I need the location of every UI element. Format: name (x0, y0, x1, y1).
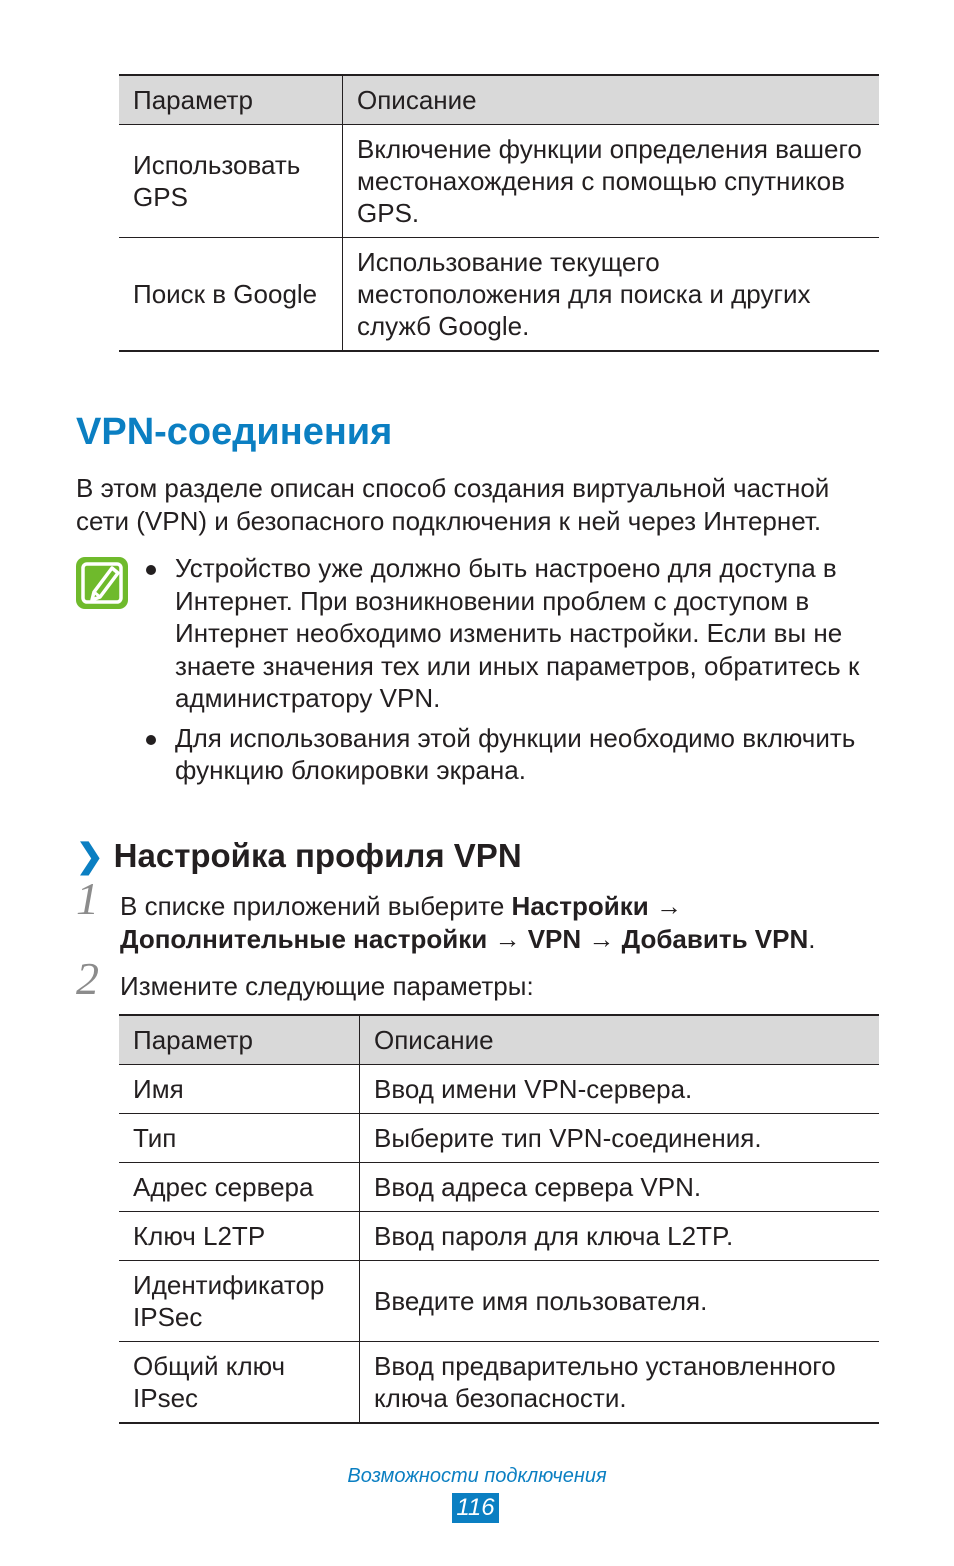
menu-path-settings: Настройки (511, 891, 649, 921)
param-name: Поиск в Google (119, 238, 343, 352)
param-description: Использование текущего местоположения для поиска и других служб Google. (343, 238, 880, 352)
table-row (119, 1114, 879, 1163)
step-text-prefix: В списке приложений выберите (120, 891, 512, 921)
arrow-icon: → (648, 891, 682, 921)
section-intro: В этом разделе описан способ создания виртуальной частной сети (VPN) и безопасного подключения к ней через Интернет. (76, 473, 830, 536)
table-row (119, 1163, 879, 1212)
param-name: Использовать GPS (119, 125, 343, 238)
note-list (140, 552, 880, 794)
column-header: Параметр (119, 75, 343, 125)
param-name: Общий ключ IPsec (119, 1342, 360, 1424)
param-name: Идентификатор IPSec (119, 1261, 360, 1342)
list-item (140, 722, 880, 787)
menu-path-more-settings: Дополнительные настройки (120, 924, 488, 954)
table-row (119, 1065, 879, 1114)
param-description: Введите имя пользователя. (360, 1261, 880, 1342)
step-number: 2 (76, 953, 99, 1004)
param-description: Ввод пароля для ключа L2TP. (360, 1212, 880, 1261)
table-row (119, 1261, 879, 1342)
section-title: VPN-соединения (76, 411, 393, 453)
note-pencil-icon (74, 555, 130, 611)
arrow-icon: → (581, 924, 622, 954)
table-header-row (119, 1015, 879, 1065)
column-header: Параметр (119, 1015, 360, 1065)
note-text: Устройство уже должно быть настроено для доступа в Интернет. При возникновении проблем с доступом в Интернет необходимо изменить настройки. Если вы не знаете значения тех или иных параметров, обратитесь к администратору VPN. (175, 553, 860, 713)
note-text: Для использования этой функции необходимо включить функцию блокировки экрана. (175, 722, 856, 785)
table-header-row (119, 75, 879, 125)
param-name: Тип (119, 1114, 360, 1163)
chapter-footer: Возможности подключения (347, 1465, 607, 1487)
bullet-icon (146, 735, 156, 745)
menu-path-add-vpn: Добавить VPN (621, 924, 809, 954)
page-number: 116 (452, 1493, 499, 1523)
list-item (140, 552, 880, 715)
subsection-title (76, 834, 522, 878)
step-number: 1 (76, 873, 99, 924)
chevron-right-icon: ❯ (76, 837, 104, 874)
param-description: Включение функции определения вашего местонахождения с помощью спутников GPS. (343, 125, 880, 238)
param-description: Ввод адреса сервера VPN. (360, 1163, 880, 1212)
param-description: Ввод имени VPN-сервера. (360, 1065, 880, 1114)
step-text-suffix: . (808, 924, 816, 954)
table-row (119, 238, 879, 352)
step-text (120, 890, 890, 956)
subsection-title-text: Настройка профиля VPN (113, 837, 522, 874)
step-text: Измените следующие параметры: (120, 971, 534, 1001)
column-header: Описание (343, 75, 880, 125)
vpn-parameter-table (119, 1014, 879, 1424)
param-name: Адрес сервера (119, 1163, 360, 1212)
bullet-icon (146, 565, 156, 575)
arrow-icon: → (487, 924, 528, 954)
column-header: Описание (360, 1015, 880, 1065)
param-description: Ввод предварительно установленного ключа безопасности. (360, 1342, 880, 1424)
gps-parameter-table (119, 74, 879, 352)
table-row (119, 125, 879, 238)
table-row (119, 1212, 879, 1261)
param-name: Ключ L2TP (119, 1212, 360, 1261)
param-name: Имя (119, 1065, 360, 1114)
param-description: Выберите тип VPN-соединения. (360, 1114, 880, 1163)
table-row (119, 1342, 879, 1424)
menu-path-vpn: VPN (527, 924, 582, 954)
